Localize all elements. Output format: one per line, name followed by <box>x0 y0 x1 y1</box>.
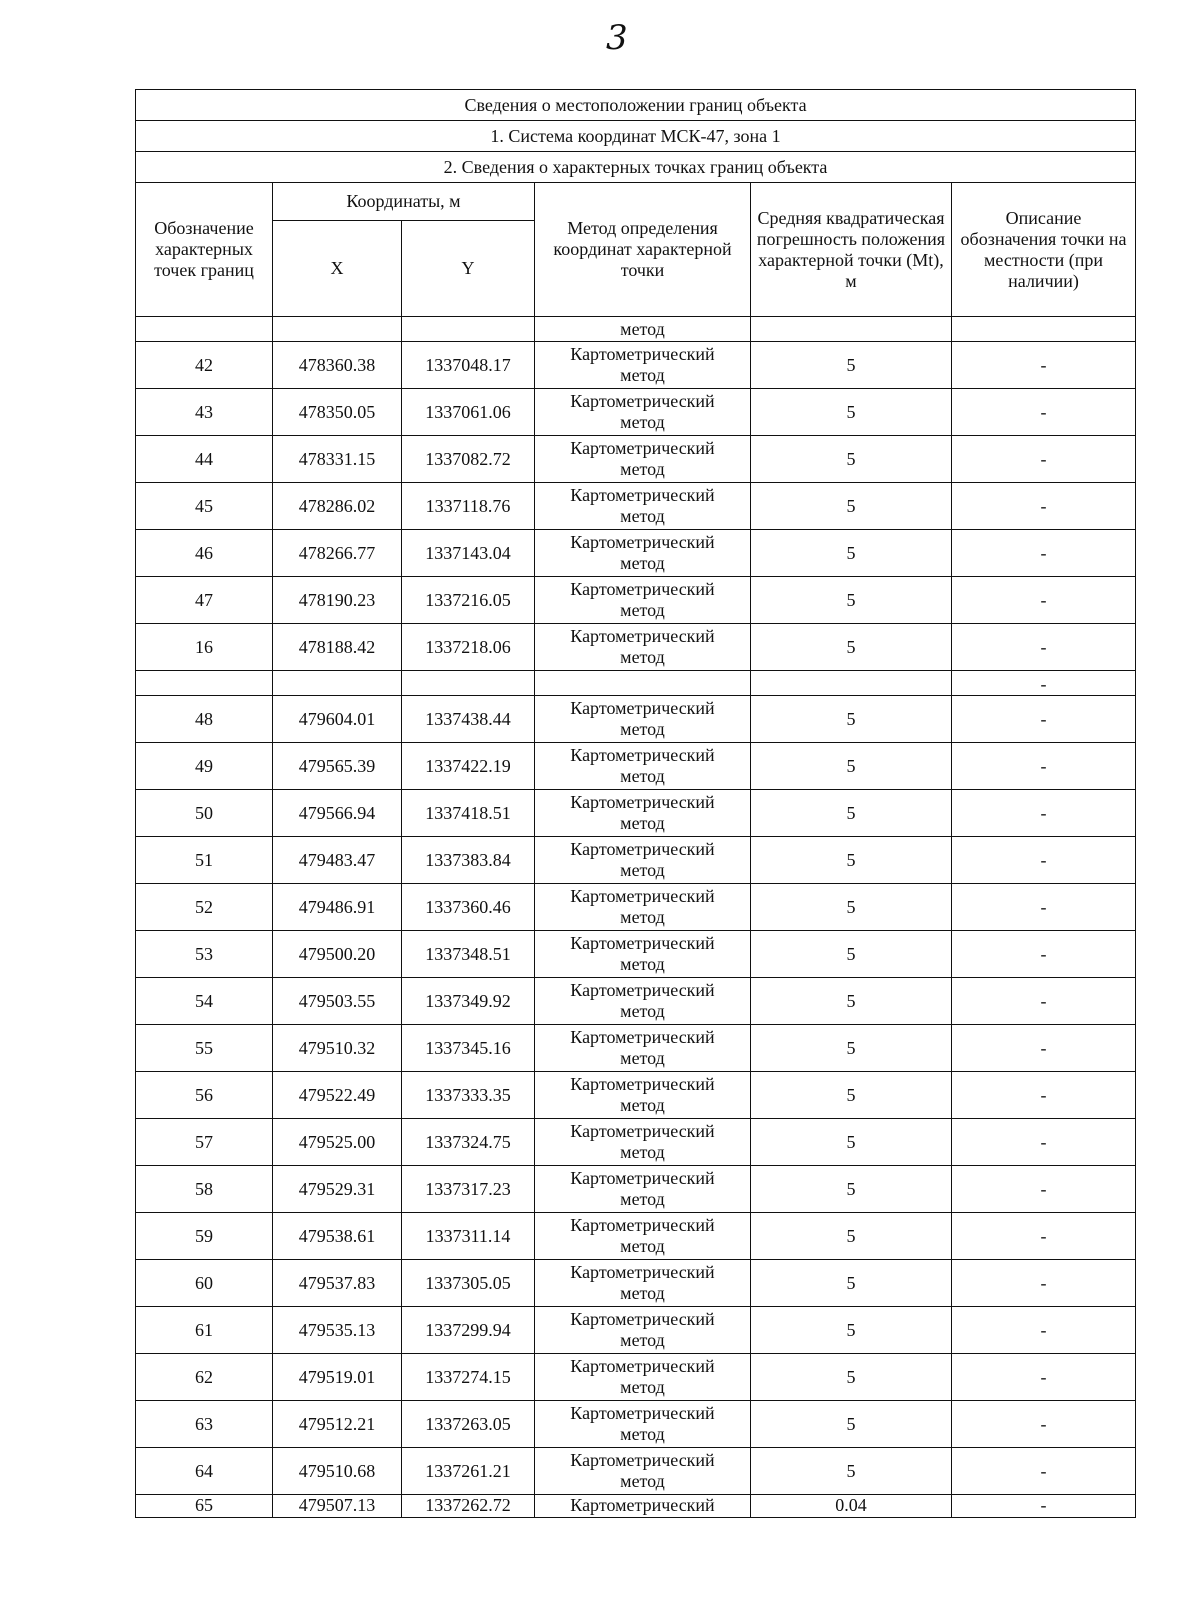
table-row <box>136 342 1136 389</box>
x-cell: 479519.01 <box>273 1354 402 1401</box>
description-cell: - <box>952 1401 1136 1448</box>
x-cell: 479565.39 <box>273 743 402 790</box>
x-cell: 479535.13 <box>273 1307 402 1354</box>
coordinate-system: 1. Система координат МСК-47, зона 1 <box>136 121 1136 152</box>
method-cell <box>535 1307 751 1354</box>
point-cell: 16 <box>136 624 273 671</box>
method-line-2: метод <box>620 1283 665 1303</box>
method-line-1: Картометрический <box>570 1074 715 1094</box>
y-cell: 1337333.35 <box>402 1072 535 1119</box>
table-row <box>136 884 1136 931</box>
method-line-1: Картометрический <box>570 344 715 364</box>
method-cell <box>535 624 751 671</box>
points-group-1 <box>136 342 1136 671</box>
error-cell: 5 <box>751 436 952 483</box>
method-line-2: метод <box>620 860 665 880</box>
error-cell: 5 <box>751 931 952 978</box>
header-method: Метод определения координат характерной точки <box>535 183 751 317</box>
x-cell: 479500.20 <box>273 931 402 978</box>
points-group-2 <box>136 696 1136 1495</box>
method-line-2: метод <box>620 1377 665 1397</box>
x-cell: 479529.31 <box>273 1166 402 1213</box>
method-line-2: метод <box>620 954 665 974</box>
x-cell: 479566.94 <box>273 790 402 837</box>
section-title: 2. Сведения о характерных точках границ объекта <box>136 152 1136 183</box>
method-line-2: метод <box>620 506 665 526</box>
x-cell: 478188.42 <box>273 624 402 671</box>
description-cell: - <box>952 743 1136 790</box>
y-cell: 1337360.46 <box>402 884 535 931</box>
method-line-1: Картометрический <box>570 745 715 765</box>
method-line-2: метод <box>620 1048 665 1068</box>
table-row <box>136 1354 1136 1401</box>
description-cell: - <box>952 483 1136 530</box>
table-title: Сведения о местоположении границ объекта <box>136 90 1136 121</box>
error-cell: 5 <box>751 1448 952 1495</box>
method-line-2: метод <box>620 1330 665 1350</box>
method-line-1: Картометрический <box>570 532 715 552</box>
description-cell: - <box>952 577 1136 624</box>
method-line-2: метод <box>620 459 665 479</box>
method-cell <box>535 978 751 1025</box>
header-point: Обозначение характерных точек границ <box>136 183 273 317</box>
method-line-1: Картометрический <box>570 1403 715 1423</box>
x-cell: 479486.91 <box>273 884 402 931</box>
point-cell: 48 <box>136 696 273 743</box>
table-row <box>136 978 1136 1025</box>
error-cell: 5 <box>751 624 952 671</box>
boundary-points-table <box>135 89 1136 1518</box>
error-cell: 5 <box>751 1025 952 1072</box>
error-cell: 5 <box>751 530 952 577</box>
error-cell: 5 <box>751 1260 952 1307</box>
table-row <box>136 1448 1136 1495</box>
y-cell: 1337263.05 <box>402 1401 535 1448</box>
y-cell: 1337262.72 <box>402 1495 535 1518</box>
method-line-1: Картометрический <box>570 839 715 859</box>
method-line-1: Картометрический <box>570 1309 715 1329</box>
point-cell: 60 <box>136 1260 273 1307</box>
description-cell: - <box>952 1213 1136 1260</box>
y-cell: 1337349.92 <box>402 978 535 1025</box>
method-line-1: Картометрический <box>570 1215 715 1235</box>
y-cell: 1337216.05 <box>402 577 535 624</box>
method-line-1: Картометрический <box>570 391 715 411</box>
separator-row <box>136 671 1136 696</box>
method-cell <box>535 1448 751 1495</box>
description-cell: - <box>952 530 1136 577</box>
table-row <box>136 483 1136 530</box>
method-cell <box>535 884 751 931</box>
description-cell: - <box>952 436 1136 483</box>
description-cell: - <box>952 1166 1136 1213</box>
method-line-2: метод <box>620 1142 665 1162</box>
method-line-1: Картометрический <box>570 1121 715 1141</box>
method-line-2: метод <box>620 766 665 786</box>
x-cell: 479510.68 <box>273 1448 402 1495</box>
error-cell: 5 <box>751 884 952 931</box>
table-row <box>136 1401 1136 1448</box>
y-cell: 1337324.75 <box>402 1119 535 1166</box>
description-cell: - <box>952 342 1136 389</box>
error-cell: 5 <box>751 389 952 436</box>
method-line-1: Картометрический <box>570 1168 715 1188</box>
x-cell: 479538.61 <box>273 1213 402 1260</box>
method-line-1: Картометрический <box>570 792 715 812</box>
point-cell: 42 <box>136 342 273 389</box>
point-cell: 50 <box>136 790 273 837</box>
error-cell: 5 <box>751 978 952 1025</box>
description-cell: - <box>952 696 1136 743</box>
method-cell <box>535 1072 751 1119</box>
point-cell: 59 <box>136 1213 273 1260</box>
method-line-1: Картометрический <box>570 438 715 458</box>
description-cell: - <box>952 1495 1136 1518</box>
y-cell: 1337418.51 <box>402 790 535 837</box>
y-cell: 1337048.17 <box>402 342 535 389</box>
y-cell: 1337311.14 <box>402 1213 535 1260</box>
table-row <box>136 389 1136 436</box>
header-coordinates: Координаты, м <box>273 183 535 221</box>
method-line-2: метод <box>620 907 665 927</box>
point-cell: 55 <box>136 1025 273 1072</box>
method-line-1: Картометрический <box>570 886 715 906</box>
table-row <box>136 577 1136 624</box>
x-cell: 478331.15 <box>273 436 402 483</box>
method-cell <box>535 342 751 389</box>
error-cell: 5 <box>751 696 952 743</box>
method-line-1: Картометрический <box>570 980 715 1000</box>
table-row <box>136 1119 1136 1166</box>
table-row <box>136 1495 1136 1518</box>
error-cell: 5 <box>751 342 952 389</box>
table-row <box>136 696 1136 743</box>
method-line-1: Картометрический <box>570 1356 715 1376</box>
header-error: Средняя квадратическая погрешность положения характерной точки (Mt), м <box>751 183 952 317</box>
point-cell: 43 <box>136 389 273 436</box>
description-cell: - <box>952 1025 1136 1072</box>
method-cell <box>535 1213 751 1260</box>
point-cell: 53 <box>136 931 273 978</box>
method-line-2: метод <box>620 365 665 385</box>
method-cell <box>535 1401 751 1448</box>
point-cell: 47 <box>136 577 273 624</box>
point-cell: 54 <box>136 978 273 1025</box>
method-cell <box>535 530 751 577</box>
method-line-1: Картометрический <box>570 698 715 718</box>
method-line-1: Картометрический <box>570 1262 715 1282</box>
method-line-2: метод <box>620 553 665 573</box>
error-cell: 5 <box>751 483 952 530</box>
x-cell: 479483.47 <box>273 837 402 884</box>
y-cell: 1337317.23 <box>402 1166 535 1213</box>
error-cell: 5 <box>751 743 952 790</box>
y-cell: 1337261.21 <box>402 1448 535 1495</box>
method-line-2: метод <box>620 412 665 432</box>
x-cell: 479537.83 <box>273 1260 402 1307</box>
x-cell: 479512.21 <box>273 1401 402 1448</box>
error-cell: 5 <box>751 790 952 837</box>
y-cell: 1337345.16 <box>402 1025 535 1072</box>
table-row <box>136 1213 1136 1260</box>
point-cell: 49 <box>136 743 273 790</box>
method-cell: Картометрический <box>535 1495 751 1518</box>
method-cell <box>535 696 751 743</box>
y-cell: 1337218.06 <box>402 624 535 671</box>
table-row <box>136 1072 1136 1119</box>
x-cell: 478190.23 <box>273 577 402 624</box>
description-cell: - <box>952 1072 1136 1119</box>
point-cell: 65 <box>136 1495 273 1518</box>
method-line-2: метод <box>620 647 665 667</box>
error-cell: 0.04 <box>751 1495 952 1518</box>
table-row <box>136 1307 1136 1354</box>
description-cell: - <box>952 1354 1136 1401</box>
table-row <box>136 1025 1136 1072</box>
error-cell: 5 <box>751 837 952 884</box>
method-cell <box>535 837 751 884</box>
description-cell: - <box>952 624 1136 671</box>
x-cell: 479525.00 <box>273 1119 402 1166</box>
point-cell: 64 <box>136 1448 273 1495</box>
description-cell: - <box>952 931 1136 978</box>
method-line-1: Картометрический <box>570 1450 715 1470</box>
method-cell <box>535 931 751 978</box>
y-cell: 1337061.06 <box>402 389 535 436</box>
description-cell: - <box>952 837 1136 884</box>
table-row <box>136 837 1136 884</box>
method-line-2: метод <box>620 719 665 739</box>
table-row <box>136 1260 1136 1307</box>
method-cell <box>535 436 751 483</box>
method-cell <box>535 1025 751 1072</box>
method-line-2: метод <box>620 1471 665 1491</box>
error-cell: 5 <box>751 1119 952 1166</box>
x-cell: 479510.32 <box>273 1025 402 1072</box>
method-line-2: метод <box>620 600 665 620</box>
description-cell: - <box>952 1448 1136 1495</box>
method-line-2: метод <box>620 1095 665 1115</box>
method-line-2: метод <box>620 1424 665 1444</box>
x-cell: 479503.55 <box>273 978 402 1025</box>
point-cell: 51 <box>136 837 273 884</box>
description-cell: - <box>952 978 1136 1025</box>
error-cell: 5 <box>751 1166 952 1213</box>
method-cell <box>535 1354 751 1401</box>
method-line-1: Картометрический <box>570 626 715 646</box>
y-cell: 1337305.05 <box>402 1260 535 1307</box>
point-cell: 58 <box>136 1166 273 1213</box>
y-cell: 1337299.94 <box>402 1307 535 1354</box>
table-row <box>136 1166 1136 1213</box>
method-line-1: Картометрический <box>570 485 715 505</box>
x-cell: 478350.05 <box>273 389 402 436</box>
y-cell: 1337143.04 <box>402 530 535 577</box>
table-row <box>136 790 1136 837</box>
table-row <box>136 530 1136 577</box>
y-cell: 1337082.72 <box>402 436 535 483</box>
error-cell: 5 <box>751 1401 952 1448</box>
method-cell <box>535 577 751 624</box>
point-cell: 56 <box>136 1072 273 1119</box>
y-cell: 1337422.19 <box>402 743 535 790</box>
y-cell: 1337274.15 <box>402 1354 535 1401</box>
error-cell: 5 <box>751 1307 952 1354</box>
error-cell: 5 <box>751 1213 952 1260</box>
method-line-2: метод <box>620 1189 665 1209</box>
x-cell: 478286.02 <box>273 483 402 530</box>
description-cell: - <box>952 790 1136 837</box>
point-cell: 62 <box>136 1354 273 1401</box>
method-cell <box>535 743 751 790</box>
method-cell <box>535 790 751 837</box>
table-row <box>136 931 1136 978</box>
point-cell: 46 <box>136 530 273 577</box>
method-line-1: Картометрический <box>570 1027 715 1047</box>
point-cell: 61 <box>136 1307 273 1354</box>
description-cell: - <box>952 884 1136 931</box>
method-line-2: метод <box>620 813 665 833</box>
y-cell: 1337438.44 <box>402 696 535 743</box>
x-cell: 479522.49 <box>273 1072 402 1119</box>
error-cell: 5 <box>751 1354 952 1401</box>
description-cell: - <box>952 1307 1136 1354</box>
description-cell: - <box>952 389 1136 436</box>
method-cell <box>535 389 751 436</box>
error-cell: 5 <box>751 1072 952 1119</box>
description-cell: - <box>952 1119 1136 1166</box>
header-description: Описание обозначения точки на местности (при наличии) <box>952 183 1136 317</box>
x-cell: 479604.01 <box>273 696 402 743</box>
y-cell: 1337118.76 <box>402 483 535 530</box>
y-cell: 1337348.51 <box>402 931 535 978</box>
header-x: X <box>273 221 402 317</box>
x-cell: 478266.77 <box>273 530 402 577</box>
method-cell <box>535 1119 751 1166</box>
continuation-row <box>136 317 1136 342</box>
method-line-2: метод <box>620 1236 665 1256</box>
description-cell: - <box>952 671 1136 696</box>
point-cell: 45 <box>136 483 273 530</box>
description-cell: - <box>952 1260 1136 1307</box>
method-cell: метод <box>535 317 751 342</box>
page-number: 3 <box>606 18 628 58</box>
point-cell: 63 <box>136 1401 273 1448</box>
error-cell: 5 <box>751 577 952 624</box>
method-cell <box>535 483 751 530</box>
x-cell: 478360.38 <box>273 342 402 389</box>
method-cell <box>535 1260 751 1307</box>
method-cell <box>535 1166 751 1213</box>
method-line-1: Картометрический <box>570 933 715 953</box>
y-cell: 1337383.84 <box>402 837 535 884</box>
table-row <box>136 624 1136 671</box>
point-cell: 52 <box>136 884 273 931</box>
table-row <box>136 436 1136 483</box>
x-cell: 479507.13 <box>273 1495 402 1518</box>
header-y: Y <box>402 221 535 317</box>
point-cell: 44 <box>136 436 273 483</box>
method-line-2: метод <box>620 1001 665 1021</box>
point-cell: 57 <box>136 1119 273 1166</box>
method-line-1: Картометрический <box>570 579 715 599</box>
table-row <box>136 743 1136 790</box>
